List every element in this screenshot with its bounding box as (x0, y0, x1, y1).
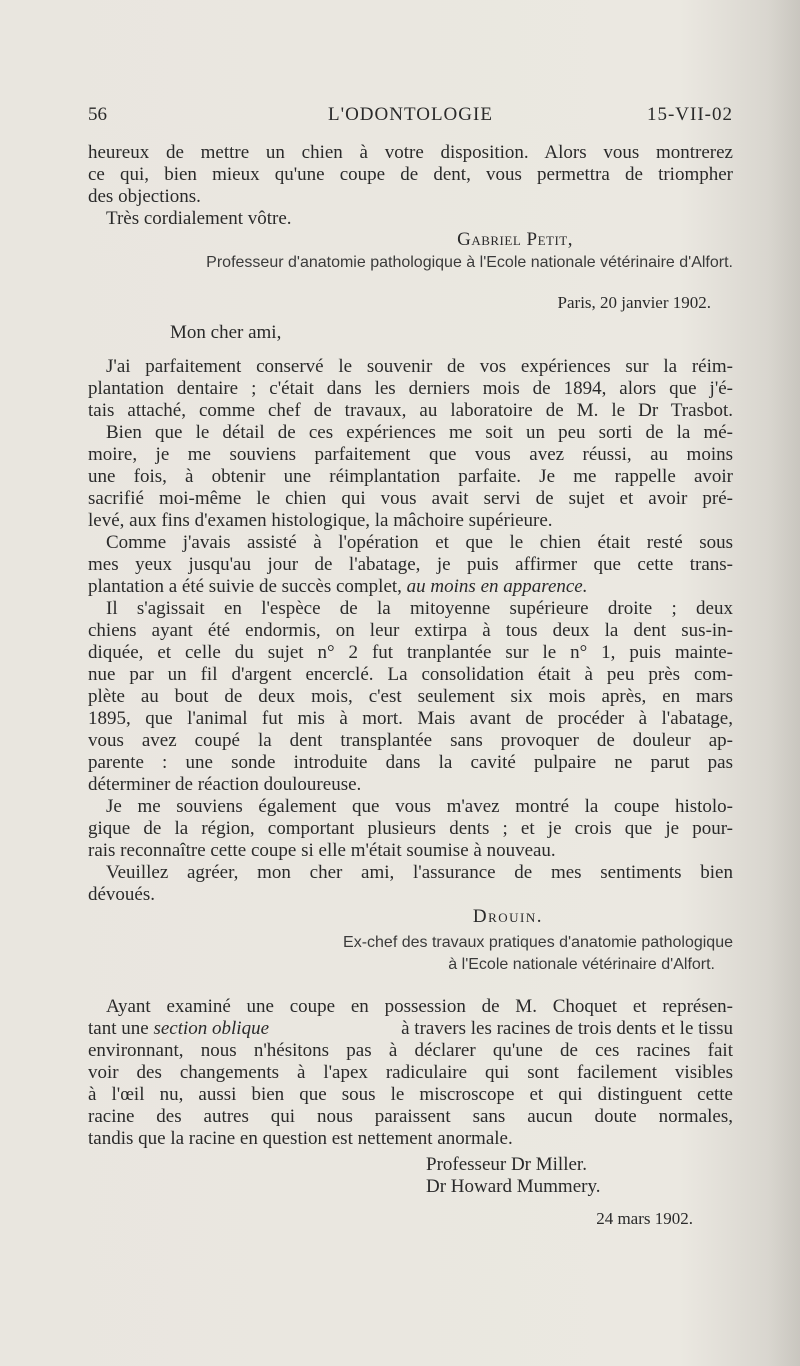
text-line: Comme j'avais assisté à l'opération et que le chien était resté sous (106, 532, 733, 553)
closing: Très cordialement vôtre. (106, 208, 292, 229)
text-segment: plantation a été suivie de succès complet, (88, 576, 407, 597)
signature-title-drouin-2: à l'Ecole nationale vétérinaire d'Alfort. (448, 956, 715, 973)
text-line: dévoués. (88, 884, 156, 905)
text-line: à l'œil nu, aussi bien que sous le miscroscope et qui distinguent cette (88, 1084, 733, 1105)
text-line: gique de la région, comportant plusieurs dents ; et je crois que je pour- (88, 818, 733, 839)
text-line: plantation dentaire ; c'était dans les derniers mois de 1894, alors que j'é- (88, 378, 733, 399)
text-line: environnant, nous n'hésitons pas à déclarer qu'une de ces racines fait (88, 1040, 733, 1061)
signatory-miller: Professeur Dr Miller. (426, 1154, 587, 1175)
emphasis-text: section oblique (153, 1018, 269, 1039)
text-line: nue par un fil d'argent encerclé. La consolidation était à peu près com- (88, 664, 733, 685)
text-segment-a: tant une (88, 1018, 154, 1039)
journal-title: L'ODONTOLOGIE (328, 104, 493, 125)
emphasis-text: au moins en apparence. (406, 576, 588, 597)
signature-title-petit: Professeur d'anatomie pathologique à l'Ecole nationale vétérinaire d'Alfort. (206, 254, 733, 271)
text-line: voir des changements à l'apex radiculaire qui sont facilement visibles (88, 1062, 733, 1083)
running-header (88, 104, 733, 130)
text-line: Ayant examiné une coupe en possession de M. Choquet et représen- (106, 996, 733, 1017)
text-segment-b: à travers les racines de trois dents et le tissu (401, 1018, 733, 1039)
place-date: Paris, 20 janvier 1902. (557, 293, 711, 312)
text-line-with-emphasis (88, 1018, 733, 1040)
text-line-with-emphasis (88, 576, 733, 598)
text-line: vous avez coupé la dent transplantée sans provoquer de douleur ap- (88, 730, 733, 751)
text-segment (88, 1018, 269, 1040)
text-line: rais reconnaître cette coupe si elle m'était soumise à nouveau. (88, 840, 556, 861)
statement-date: 24 mars 1902. (596, 1209, 693, 1228)
text-line: déterminer de réaction douloureuse. (88, 774, 362, 795)
issue-date: 15-VII-02 (646, 104, 733, 125)
salutation: Mon cher ami, (170, 322, 282, 343)
text-line: diquée, et celle du sujet n° 2 fut tranplantée sur le n° 1, puis mainte- (88, 642, 733, 663)
page-number: 56 (88, 104, 107, 125)
signature-petit: Gabriel Petit, (457, 229, 573, 250)
text-line: Il s'agissait en l'espèce de la mitoyenne supérieure droite ; deux (106, 598, 733, 619)
text-line: heureux de mettre un chien à votre disposition. Alors vous montrerez (88, 142, 733, 163)
text-line: une fois, à obtenir une réimplantation parfaite. Je me rappelle avoir (88, 466, 733, 487)
text-line: plète au bout de deux mois, c'est seulement six mois après, en mars (88, 686, 733, 707)
text-line: Veuillez agréer, mon cher ami, l'assurance de mes sentiments bien (106, 862, 733, 883)
text-line: ce qui, bien mieux qu'une coupe de dent, vous permettra de triompher (88, 164, 733, 185)
text-line: Je me souviens également que vous m'avez montré la coupe histolo- (106, 796, 733, 817)
signature-title-drouin-1: Ex-chef des travaux pratiques d'anatomie pathologique (343, 934, 733, 951)
text-line: des objections. (88, 186, 201, 207)
text-line: mes yeux jusqu'au jour de l'abatage, je puis affirmer que cette trans- (88, 554, 733, 575)
text-line: J'ai parfaitement conservé le souvenir de vos expériences sur la réim- (106, 356, 733, 377)
text-line: Bien que le détail de ces expériences me soit un peu sorti de la mé- (106, 422, 733, 443)
text-line: chiens ayant été endormis, on leur extirpa à tous deux la dent sus-in- (88, 620, 733, 641)
text-line: 1895, que l'animal fut mis à mort. Mais avant de procéder à l'abatage, (88, 708, 733, 729)
text-line: levé, aux fins d'examen histologique, la mâchoire supérieure. (88, 510, 553, 531)
text-line: parente : une sonde introduite dans la cavité pulpaire ne parut pas (88, 752, 733, 773)
text-line: tandis que la racine en question est nettement anormale. (88, 1128, 513, 1149)
signature-drouin: Drouin. (472, 906, 543, 927)
text-line: racine des autres qui nous paraissent sans aucun doute normales, (88, 1106, 733, 1127)
signatory-mummery: Dr Howard Mummery. (426, 1176, 601, 1197)
text-line: tais attaché, comme chef de travaux, au laboratoire de M. le Dr Trasbot. (88, 400, 733, 421)
text-line: sacrifié moi-même le chien qui vous avait servi de sujet et avoir pré- (88, 488, 733, 509)
text-line: moire, je me souviens parfaitement que vous avez réussi, au moins (88, 444, 733, 465)
